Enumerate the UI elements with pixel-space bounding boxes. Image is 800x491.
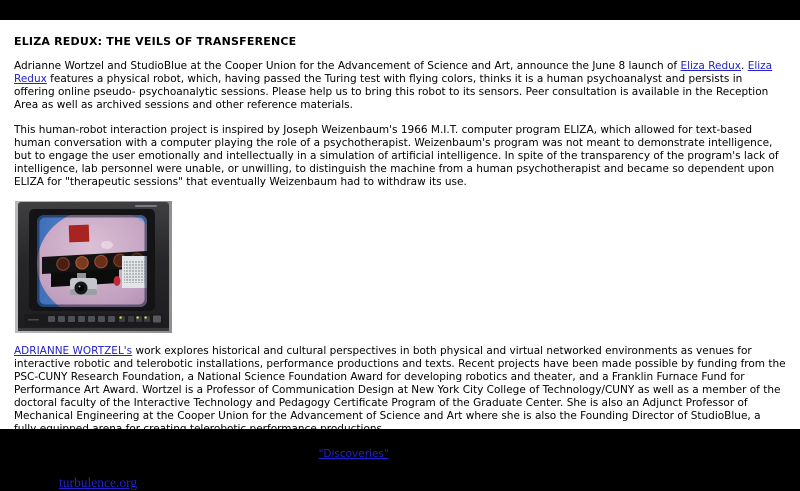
page-content: [0, 20, 800, 490]
robot-monitor-photo: [15, 201, 172, 333]
back-link-line: [14, 475, 786, 491]
crt-monitor-illustration: [15, 201, 172, 333]
page-title: ELIZA REDUX: THE VEILS OF TRANSFERENCE: [14, 35, 297, 48]
history-paragraph: This human-robot interaction project is inspired by Joseph Weizenbaum's 1966 M.I.T. computer program ELIZA, which allowed for text-based human conversation with a computer playing the role of a psychotherapist. Weizenbaum's program was not meant to demonstrate intelligence, but to engage the user emotionally and intellectually in a simulation of artificial intelligence. In spite of the transparency of the program's lack of intelligence, lab personnel were unable, or unwilling, to distinguish the machine from a human psychotherapist and became so dependent upon ELIZA for "therapeutic sessions" that eventually Weizenbaum had to withdraw its use.: [14, 124, 779, 188]
intro-text-3: features a physical robot, which, having passed the Turing test with flying colors, thinks it is a human psychoanalyst and persists in offering online pseudo- psychoanalytic sessions. Please help us to bring this robot to its sensors. Peer consultation is available in the Reception Area as well as archived sessions and other reference materials.: [14, 73, 769, 111]
turbulence-link[interactable]: turbulence.org: [59, 475, 138, 490]
discoveries-link[interactable]: "Discoveries": [318, 448, 389, 460]
bio-paragraph: [14, 345, 786, 436]
intro-paragraph: [14, 60, 786, 112]
intro-text-2: .: [741, 60, 748, 72]
bio-text: work explores historical and cultural perspectives in both physical and virtual networked environments as venues for interactive robotic and telerobotic installations, performance productions and texts. Recent projects have been made possible by funding from the PSC-CUNY Research Foundation, a National Science Foundation Award for developing robotics and theater, and a Franklin Furnace Fund for Performance Art Award. Wortzel is a Professor of Communication Design at New York City College of Technology/CUNY as well as a member of the doctoral faculty of the Interactive Technology and Pedagogy Certificate Program of the Graduate Center. She is also an Adjunct Professor of Mechanical Engineering at the Cooper Union for the Advancement of Science and Art where she is also the Founding Director of StudioBlue, a fully equipped arena for creating telerobotic performance productions.: [14, 345, 786, 435]
eliza-redux-link-1[interactable]: Eliza Redux: [680, 60, 742, 72]
intro-text-1: Adrianne Wortzel and StudioBlue at the Cooper Union for the Advancement of Science and Art, announce the June 8 launch of: [14, 60, 681, 72]
back-to-text: Back to: [14, 475, 59, 490]
adrianne-wortzel-link[interactable]: ADRIANNE WORTZEL's: [14, 345, 133, 357]
discoveries-text-2: article.: [388, 448, 429, 460]
letterbox-top: [0, 0, 800, 20]
eliza-redux-link-2[interactable]: Eliza Redux: [14, 60, 773, 85]
discoveries-text-1: Adrianne Wortzel, subject of National Science Foundation: [14, 448, 319, 460]
